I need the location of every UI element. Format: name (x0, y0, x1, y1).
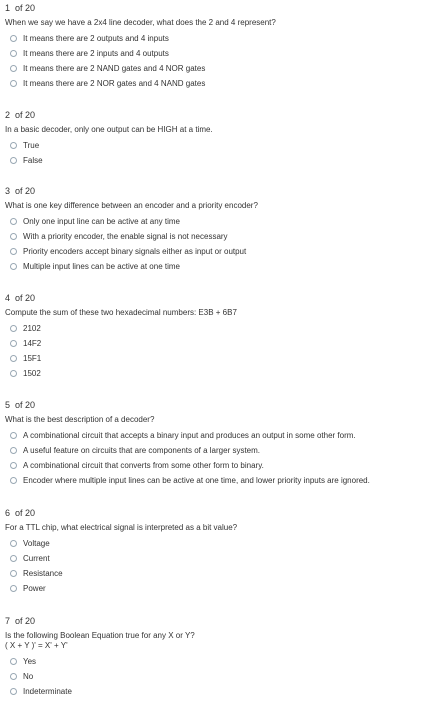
option-label: It means there are 2 NOR gates and 4 NAND gates (23, 79, 206, 88)
radio-button[interactable] (10, 540, 17, 547)
option-label: With a priority encoder, the enable signal is not necessary (23, 232, 228, 241)
radio-button[interactable] (10, 355, 17, 362)
question-prompt: What is the best description of a decoder? (5, 415, 155, 424)
radio-button[interactable] (10, 432, 17, 439)
boolean-equation: ( X + Y )' = X' + Y' (5, 641, 68, 650)
answer-option[interactable] (10, 568, 63, 579)
radio-button[interactable] (10, 658, 17, 665)
answer-option[interactable] (10, 353, 41, 364)
question-number: 6 of 20 (5, 508, 36, 518)
radio-button[interactable] (10, 447, 17, 454)
answer-option[interactable] (10, 261, 180, 272)
radio-button[interactable] (10, 688, 17, 695)
radio-button[interactable] (10, 462, 17, 469)
option-label: Only one input line can be active at any time (23, 217, 180, 226)
radio-button[interactable] (10, 555, 17, 562)
answer-option[interactable] (10, 475, 370, 486)
radio-button[interactable] (10, 50, 17, 57)
answer-option[interactable] (10, 368, 41, 379)
option-label: Voltage (23, 539, 50, 548)
radio-button[interactable] (10, 370, 17, 377)
answer-option[interactable] (10, 63, 205, 74)
radio-button[interactable] (10, 340, 17, 347)
option-label: Encoder where multiple input lines can be active at one time, and lower priority inputs are ignored. (23, 476, 370, 485)
question-prompt: Is the following Boolean Equation true for any X or Y? (5, 631, 195, 640)
answer-option[interactable] (10, 231, 228, 242)
answer-option[interactable] (10, 33, 169, 44)
question-prompt: In a basic decoder, only one output can be HIGH at a time. (5, 125, 213, 134)
question-prompt: Compute the sum of these two hexadecimal numbers: E3B + 6B7 (5, 308, 237, 317)
question-number: 7 of 20 (5, 616, 36, 626)
option-label: False (23, 156, 43, 165)
option-label: Indeterminate (23, 687, 72, 696)
question-number: 4 of 20 (5, 293, 36, 303)
radio-button[interactable] (10, 585, 17, 592)
answer-option[interactable] (10, 583, 46, 594)
answer-option[interactable] (10, 48, 169, 59)
question-number: 2 of 20 (5, 110, 36, 120)
radio-button[interactable] (10, 233, 17, 240)
answer-option[interactable] (10, 155, 43, 166)
question-number: 5 of 20 (5, 400, 36, 410)
question-number: 3 of 20 (5, 186, 36, 196)
radio-button[interactable] (10, 218, 17, 225)
answer-option[interactable] (10, 78, 205, 89)
question-number: 1 of 20 (5, 3, 36, 13)
radio-button[interactable] (10, 80, 17, 87)
answer-option[interactable] (10, 246, 246, 257)
question-prompt: For a TTL chip, what electrical signal is interpreted as a bit value? (5, 523, 238, 532)
answer-option[interactable] (10, 538, 50, 549)
radio-button[interactable] (10, 325, 17, 332)
answer-option[interactable] (10, 656, 36, 667)
question-prompt: When we say we have a 2x4 line decoder, what does the 2 and 4 represent? (5, 18, 276, 27)
option-label: Yes (23, 657, 37, 666)
option-label: A combinational circuit that accepts a binary input and produces an output in some other form. (23, 431, 356, 440)
radio-button[interactable] (10, 35, 17, 42)
answer-option[interactable] (10, 445, 260, 456)
answer-option[interactable] (10, 671, 33, 682)
question-prompt: What is one key difference between an encoder and a priority encoder? (5, 201, 258, 210)
radio-button[interactable] (10, 477, 17, 484)
answer-option[interactable] (10, 460, 264, 471)
option-label: Priority encoders accept binary signals either as input or output (23, 247, 247, 256)
option-label: A useful feature on circuits that are components of a larger system. (23, 446, 261, 455)
answer-option[interactable] (10, 553, 50, 564)
answer-option[interactable] (10, 686, 72, 697)
option-label: It means there are 2 inputs and 4 outputs (23, 49, 169, 58)
option-label: 1502 (23, 369, 41, 378)
option-label: Current (23, 554, 50, 563)
option-label: It means there are 2 outputs and 4 inputs (23, 34, 169, 43)
option-label: Resistance (23, 569, 63, 578)
answer-option[interactable] (10, 338, 41, 349)
option-label: 14F2 (23, 339, 42, 348)
radio-button[interactable] (10, 65, 17, 72)
option-label: A combinational circuit that converts from some other form to binary. (23, 461, 264, 470)
option-label: Power (23, 584, 46, 593)
option-label: It means there are 2 NAND gates and 4 NOR gates (23, 64, 206, 73)
option-label: 2102 (23, 324, 41, 333)
radio-button[interactable] (10, 142, 17, 149)
radio-button[interactable] (10, 570, 17, 577)
radio-button[interactable] (10, 248, 17, 255)
radio-button[interactable] (10, 673, 17, 680)
answer-option[interactable] (10, 323, 41, 334)
radio-button[interactable] (10, 263, 17, 270)
option-label: Multiple input lines can be active at one time (23, 262, 180, 271)
option-label: 15F1 (23, 354, 42, 363)
option-label: No (23, 672, 34, 681)
option-label: True (23, 141, 40, 150)
answer-option[interactable] (10, 430, 356, 441)
answer-option[interactable] (10, 216, 180, 227)
answer-option[interactable] (10, 140, 39, 151)
radio-button[interactable] (10, 157, 17, 164)
